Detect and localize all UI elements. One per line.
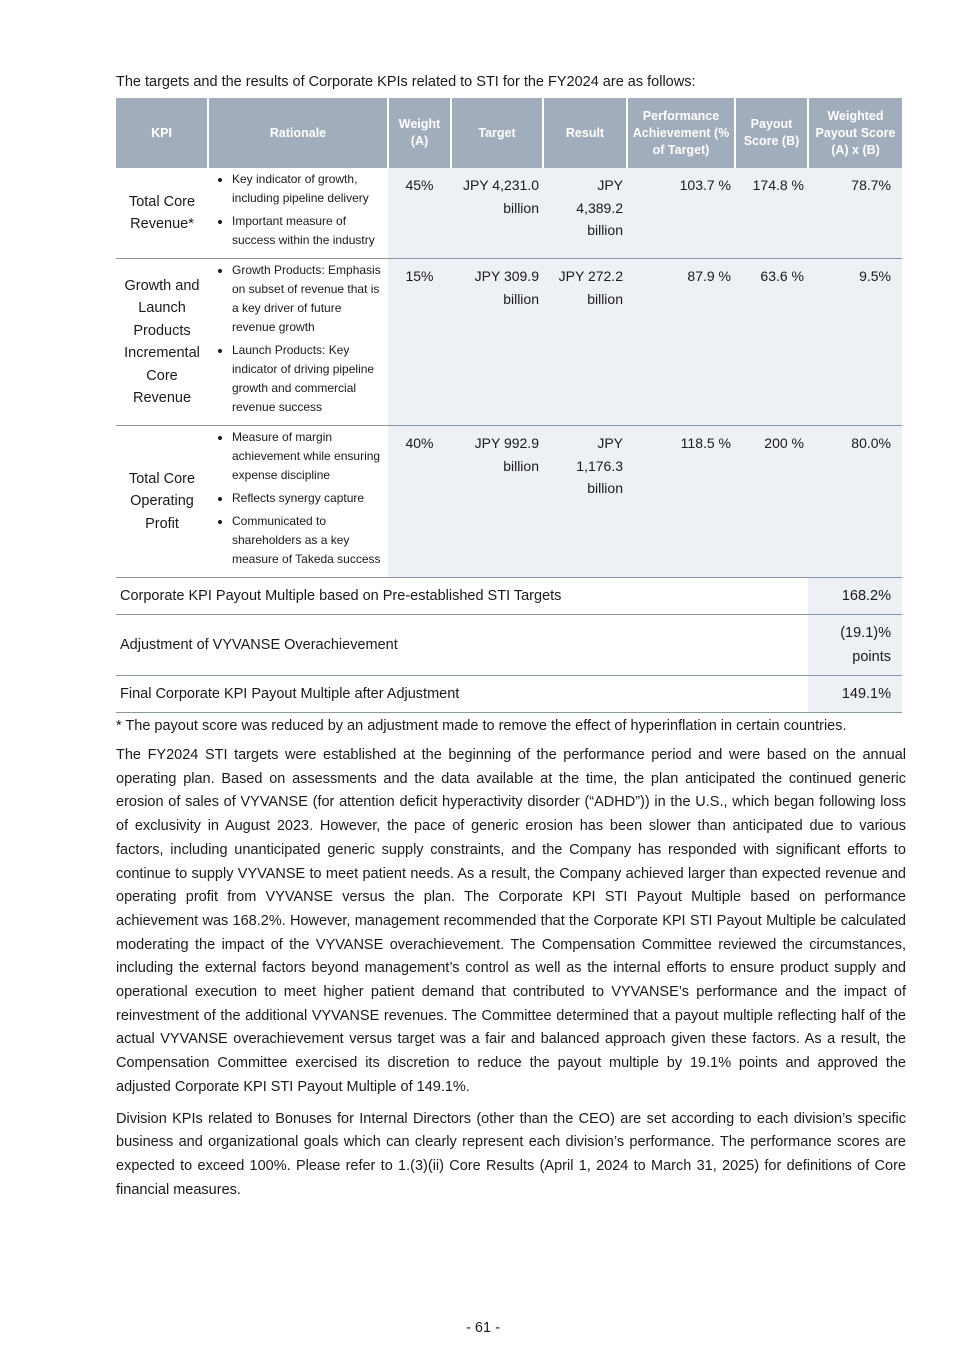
rationale-item: • Key indicator of growth, including pipeline delivery <box>232 170 384 208</box>
rationale-item: • Communicated to shareholders as a key measure of Takeda success <box>232 512 384 569</box>
body-paragraph: Division KPIs related to Bonuses for Internal Directors (other than the CEO) are set according to each division’s specific business and organizational goals which can clearly represent each division’s performance. The performance scores are expected to exceed 100%. Please refer to 1.(3)(ii) Core Results (April 1, 2024 to March 31, 2025) for definitions of Core financial measures. <box>116 1110 906 1198</box>
weight-cell: 15% <box>388 259 451 426</box>
body-paragraph: The FY2024 STI targets were established at the beginning of the performance period and were based on the annual operating plan. Based on assessments and the data available at the time, the plan anticipated the continued generic erosion of sales of VYVANSE (for attention deficit hyperactivity disorder (“ADHD”)) in the U.S., which began following loss of exclusivity in August 2023. However, the pace of generic erosion has been slower than anticipated due to various factors, including unanticipated generic supply constraints, and the Company has responded with significant efforts to continue to supply VYVANSE to meet patient needs. As a result, the Company achieved larger than expected revenue and operating profit from VYVANSE versus the plan. The Corporate KPI STI Payout Multiple based on performance achievement was 168.2%. However, management recommended that the Corporate KPI STI Payout Multiple be calculated moderating the impact of the VYVANSE overachievement. The Compensation Committee reviewed the circumstances, including the external factors beyond management’s control as well as the internal efforts to ensure product supply and operational execution to meet higher patient demand that contributed to VYVANSE’s performance and the impact of reinvestment of the additional VYVANSE revenues. The Committee determined that a payout multiple reflecting half of the actual VYVANSE overachievement versus target was a fair and balanced approach given these factors. As a result, the Compensation Committee exercised its discretion to reduce the payout multiple by 19.1% points and approved the adjusted Corporate KPI STI Payout Multiple of 149.1%. <box>116 747 906 1095</box>
rationale-cell <box>208 426 388 578</box>
table-header-row <box>116 98 902 168</box>
achievement-cell: 118.5 % <box>627 426 735 578</box>
result-cell: JPY 272.2 billion <box>543 259 627 426</box>
header-achievement: Performance Achievement (% of Target) <box>627 98 735 168</box>
achievement-cell: 87.9 % <box>627 259 735 426</box>
kpi-name: Total Core Operating Profit <box>116 426 208 578</box>
payout-cell: 200 % <box>735 426 808 578</box>
achievement-cell: 103.7 % <box>627 168 735 259</box>
rationale-item: • Important measure of success within the industry <box>232 212 384 250</box>
target-cell: JPY 309.9 billion <box>451 259 543 426</box>
rationale-cell <box>208 168 388 259</box>
payout-cell: 174.8 % <box>735 168 808 259</box>
summary-value: 168.2% <box>808 578 902 615</box>
document-page <box>116 70 906 1202</box>
page-number: - 61 - <box>466 1320 500 1336</box>
rationale-item: • Launch Products: Key indicator of driving pipeline growth and commercial revenue success <box>232 341 384 417</box>
weighted-cell: 80.0% <box>808 426 902 578</box>
header-weight: Weight (A) <box>388 98 451 168</box>
header-payout: Payout Score (B) <box>735 98 808 168</box>
summary-value: 149.1% <box>808 676 902 713</box>
summary-row-adjustment <box>116 615 902 676</box>
rationale-cell <box>208 259 388 426</box>
summary-label: Adjustment of VYVANSE Overachievement <box>116 615 808 676</box>
rationale-item: • Measure of margin achievement while ensuring expense discipline <box>232 428 384 485</box>
weight-cell: 40% <box>388 426 451 578</box>
target-cell: JPY 992.9 billion <box>451 426 543 578</box>
summary-row-final-multiple <box>116 676 902 713</box>
rationale-item: • Reflects synergy capture <box>232 489 384 508</box>
table-row <box>116 426 902 578</box>
payout-cell: 63.6 % <box>735 259 808 426</box>
header-rationale: Rationale <box>208 98 388 168</box>
weighted-cell: 9.5% <box>808 259 902 426</box>
target-cell: JPY 4,231.0 billion <box>451 168 543 259</box>
header-target: Target <box>451 98 543 168</box>
result-cell: JPY 4,389.2 billion <box>543 168 627 259</box>
intro-text: The targets and the results of Corporate KPIs related to STI for the FY2024 are as follows: <box>116 74 696 90</box>
table-row <box>116 259 902 426</box>
summary-value: (19.1)% points <box>808 615 902 676</box>
summary-row-payout-multiple <box>116 578 902 615</box>
summary-label: Final Corporate KPI Payout Multiple after Adjustment <box>116 676 808 713</box>
kpi-table <box>116 98 902 713</box>
header-result: Result <box>543 98 627 168</box>
kpi-name: Total Core Revenue* <box>116 168 208 259</box>
kpi-name: Growth and Launch Products Incremental Core Revenue <box>116 259 208 426</box>
rationale-item: • Growth Products: Emphasis on subset of revenue that is a key driver of future revenue growth <box>232 261 384 337</box>
table-footnote: * The payout score was reduced by an adjustment made to remove the effect of hyperinflation in certain countries. <box>116 718 847 734</box>
header-kpi: KPI <box>116 98 208 168</box>
summary-label: Corporate KPI Payout Multiple based on Pre-established STI Targets <box>116 578 808 615</box>
header-weighted: Weighted Payout Score (A) x (B) <box>808 98 902 168</box>
result-cell: JPY 1,176.3 billion <box>543 426 627 578</box>
table-row <box>116 168 902 259</box>
weight-cell: 45% <box>388 168 451 259</box>
weighted-cell: 78.7% <box>808 168 902 259</box>
